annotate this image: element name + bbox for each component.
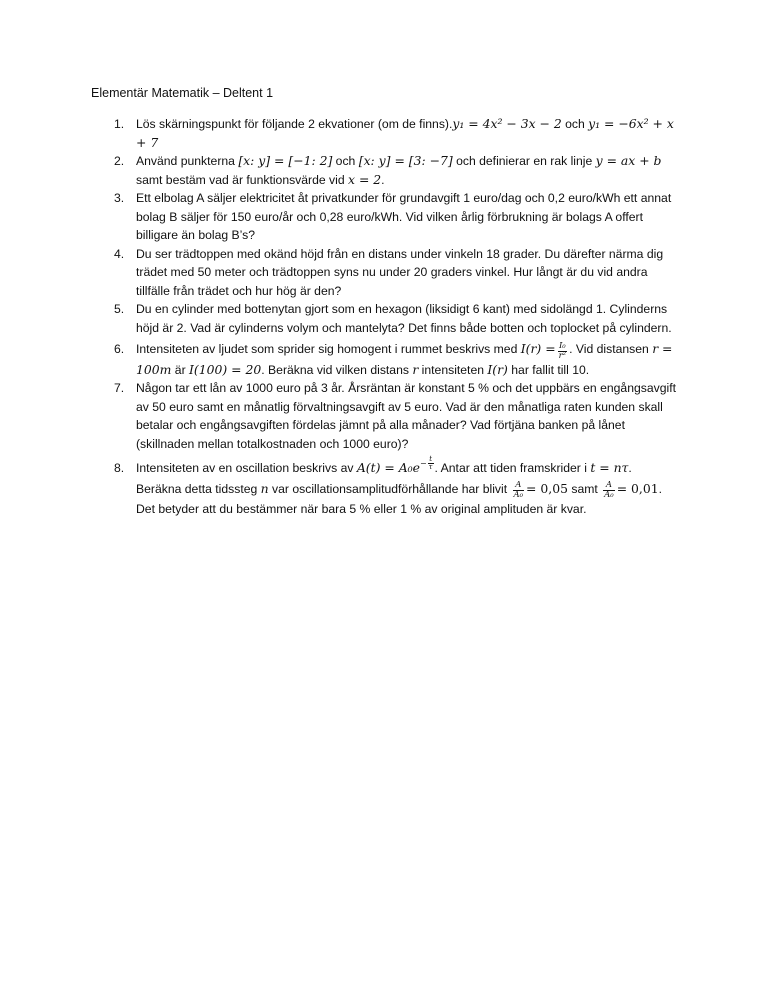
math-expression: = 0,05 — [526, 480, 568, 496]
exponent — [420, 455, 435, 474]
math-expression: x = 2 — [348, 171, 382, 187]
item-number: 2. — [114, 154, 125, 168]
exercise-text: . Antar att tiden framskrider i — [434, 461, 591, 476]
exercise-text: . Beräkna vid vilken distans — [261, 362, 413, 377]
math-expression: A(t) = A₀e — [356, 460, 420, 476]
fraction-denominator: A₀ — [604, 490, 614, 501]
exercise-text: Lös skärningspunkt för följande 2 ekvationer (om de finns). — [136, 117, 453, 131]
exercise-text: Du ser trädtoppen med okänd höjd från en distans under vinkeln 18 grader. Du därefter närma dig trädet med 50 meter och trädtoppen syns nu under 20 graders vinkel. Hur långt är du vid andra tillfälle från trädet och hur hög är den? — [136, 246, 664, 298]
exercise-4 — [91, 245, 679, 301]
math-expression: [x: y] = [3: −7] — [358, 153, 453, 168]
exponent-sign: − — [419, 459, 427, 469]
exercise-text: och — [561, 117, 589, 131]
exercise-text: är — [171, 362, 190, 377]
exercise-text: Någon tar ett lån av 1000 euro på 3 år. Årsräntan är konstant 5 % och det uppbärs en engångsavgift av 50 euro samt en månatlig förvaltningsavgift av 5 euro. Vad är den månatliga raten kunden skall betalar och engångsavgiften fördelas jämnt på alla månader? Vad förtjäna banken på lånet (skillnaden mellan totalkostnaden och 1000 euro)? — [136, 381, 676, 451]
math-expression: [x: y] = [−1: 2] — [238, 153, 333, 168]
item-number: 3. — [114, 191, 125, 205]
exercise-text: Du en cylinder med bottenytan gjort som en hexagon (liksidigt 6 kant) med sidolängd 1. Cylinderns höjd är 2. Vad är cylinderns volym och mantelyta? Det finns både botten och toplocket på cylindern. — [136, 302, 672, 335]
math-expression: I(r) = — [520, 341, 556, 356]
fraction-denominator: τ — [428, 462, 433, 471]
exercise-2 — [91, 152, 679, 189]
math-expression: r — [412, 361, 419, 377]
item-number: 8. — [114, 461, 125, 476]
exercise-text: . Vid distansen — [569, 342, 653, 356]
exercise-8 — [91, 454, 679, 519]
fraction — [513, 481, 525, 500]
exercise-text: och — [332, 154, 359, 168]
exercise-text: Intensiteten av ljudet som sprider sig homogent i rummet beskrivs med — [136, 342, 521, 356]
math-expression: n — [260, 480, 269, 496]
item-number: 6. — [114, 342, 125, 356]
math-expression: y₁ = 4x² − 3x − 2 — [452, 116, 562, 131]
fraction-denominator: A₀ — [513, 490, 524, 501]
exercise-text: . — [381, 172, 385, 187]
item-number: 7. — [114, 381, 125, 396]
exercise-1 — [91, 115, 679, 152]
exercise-text: och definierar en rak linje — [452, 154, 596, 168]
exercise-text: har fallit till 10. — [507, 362, 590, 377]
fraction-denominator: r² — [558, 350, 567, 361]
exercise-3 — [91, 189, 679, 245]
exponent-fraction — [428, 456, 434, 471]
item-number: 4. — [114, 246, 125, 261]
exercise-text: var oscillationsamplitudförhållande har blivit — [268, 481, 511, 496]
math-expression: t = nτ — [590, 460, 629, 476]
exercise-5 — [91, 300, 679, 337]
math-expression: I(100) = 20 — [189, 361, 262, 377]
math-expression: y₁ = −6x² + x + 7 — [136, 116, 674, 150]
fraction — [603, 481, 615, 500]
document-title: Elementär Matematik – Deltent 1 — [91, 86, 274, 100]
exercise-text: Använd punkterna — [136, 154, 239, 168]
math-expression: r = 100m — [136, 341, 673, 377]
fraction — [558, 342, 567, 361]
exercise-text: Intensiteten av en oscillation beskrivs av — [136, 461, 357, 476]
exercise-7 — [91, 379, 679, 453]
exercise-text: samt bestäm vad är funktionsvärde vid — [136, 172, 349, 187]
math-expression: y = ax + b — [595, 153, 662, 168]
exercise-text: samt — [567, 481, 602, 496]
fraction-numerator: A — [513, 481, 525, 491]
exercise-6 — [91, 340, 679, 379]
fraction-numerator: A — [603, 481, 615, 491]
item-number: 1. — [114, 117, 125, 131]
exercise-text: intensiteten — [418, 362, 488, 377]
exercise-text: . Beräkna detta tidssteg — [136, 461, 632, 496]
exercise-text: Ett elbolag A säljer elektricitet åt privatkunder för grundavgift 1 euro/dag och 0,2 euro/kWh ett annat bolag B säljer för 150 euro/år och 0,28 euro/kWh. Vid vilken årlig förbrukning är bolags A offert billigare än bolag B’s? — [136, 191, 672, 242]
math-expression: I(r) — [487, 361, 508, 377]
fraction-numerator: I₀ — [558, 340, 566, 351]
exercise-list — [91, 115, 679, 519]
math-expression: = 0,01 — [616, 480, 659, 496]
fraction-numerator: t — [429, 454, 433, 463]
exercise-text: . Det betyder att du bestämmer när bara 5 % eller 1 % av original amplituden är kvar. — [136, 481, 663, 517]
item-number: 5. — [114, 302, 125, 316]
